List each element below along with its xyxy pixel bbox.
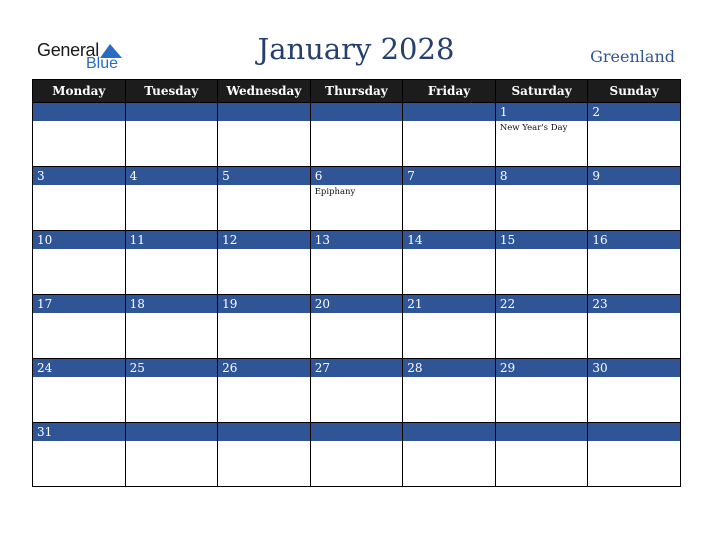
holiday-label xyxy=(403,121,495,123)
holiday-label xyxy=(218,313,310,315)
holiday-label xyxy=(33,313,125,315)
day-cell xyxy=(218,359,311,423)
day-cell xyxy=(33,359,126,423)
holiday-label xyxy=(218,121,310,123)
day-cell xyxy=(588,231,681,295)
day-cell xyxy=(125,423,218,487)
day-number xyxy=(218,423,310,441)
day-cell xyxy=(125,103,218,167)
day-cell xyxy=(588,423,681,487)
day-number xyxy=(33,103,125,121)
weekday-header-row xyxy=(33,80,681,103)
holiday-label xyxy=(588,377,680,379)
day-cell xyxy=(495,103,588,167)
day-cell xyxy=(588,167,681,231)
holiday-label xyxy=(126,249,218,251)
holiday-label xyxy=(588,441,680,443)
day-number: 3 xyxy=(33,167,125,185)
day-number: 25 xyxy=(126,359,218,377)
day-cell xyxy=(33,423,126,487)
holiday-label xyxy=(311,121,403,123)
day-cell xyxy=(218,423,311,487)
holiday-label xyxy=(496,249,588,251)
day-cell xyxy=(403,295,496,359)
day-cell xyxy=(310,359,403,423)
day-cell xyxy=(403,423,496,487)
holiday-label: Epiphany xyxy=(314,187,356,197)
day-number xyxy=(403,103,495,121)
day-cell xyxy=(588,295,681,359)
day-number: 5 xyxy=(218,167,310,185)
day-number: 12 xyxy=(218,231,310,249)
holiday-label xyxy=(126,185,218,187)
day-number: 28 xyxy=(403,359,495,377)
holiday-label xyxy=(496,441,588,443)
day-cell xyxy=(33,103,126,167)
weekday-monday: Monday xyxy=(33,80,126,103)
holiday-label xyxy=(311,441,403,443)
day-cell xyxy=(310,231,403,295)
day-number: 6 xyxy=(311,167,403,185)
weekday-saturday: Saturday xyxy=(495,80,588,103)
week-row xyxy=(33,231,681,295)
day-number: 26 xyxy=(218,359,310,377)
logo-text-general: General xyxy=(37,40,99,60)
holiday-label xyxy=(496,377,588,379)
day-cell xyxy=(495,295,588,359)
holiday-label xyxy=(218,249,310,251)
day-cell xyxy=(495,423,588,487)
weekday-thursday: Thursday xyxy=(310,80,403,103)
day-number xyxy=(218,103,310,121)
holiday-label xyxy=(496,185,588,187)
day-number: 19 xyxy=(218,295,310,313)
holiday-label xyxy=(496,313,588,315)
day-cell xyxy=(125,295,218,359)
day-cell xyxy=(125,167,218,231)
day-number: 17 xyxy=(33,295,125,313)
day-number: 1 xyxy=(496,103,588,121)
day-number: 23 xyxy=(588,295,680,313)
day-cell xyxy=(403,167,496,231)
calendar-grid xyxy=(32,79,681,487)
day-cell xyxy=(125,231,218,295)
day-number xyxy=(126,423,218,441)
logo-text-blue: Blue xyxy=(86,55,119,72)
holiday-label xyxy=(218,441,310,443)
day-number: 13 xyxy=(311,231,403,249)
day-cell xyxy=(218,295,311,359)
day-cell xyxy=(310,167,403,231)
day-number xyxy=(126,103,218,121)
holiday-label xyxy=(311,377,403,379)
holiday-label xyxy=(126,441,218,443)
holiday-label xyxy=(33,185,125,187)
weekday-wednesday: Wednesday xyxy=(218,80,311,103)
day-cell xyxy=(33,295,126,359)
day-cell xyxy=(33,167,126,231)
day-number: 31 xyxy=(33,423,125,441)
day-number: 10 xyxy=(33,231,125,249)
day-number: 20 xyxy=(311,295,403,313)
day-cell xyxy=(403,359,496,423)
holiday-label xyxy=(588,185,680,187)
holiday-label xyxy=(403,249,495,251)
calendar-title: January 2028 xyxy=(257,32,455,66)
holiday-label xyxy=(33,249,125,251)
day-number: 11 xyxy=(126,231,218,249)
day-number: 22 xyxy=(496,295,588,313)
day-number: 24 xyxy=(33,359,125,377)
day-cell xyxy=(588,359,681,423)
day-number xyxy=(403,423,495,441)
week-row xyxy=(33,295,681,359)
day-cell xyxy=(495,231,588,295)
holiday-label xyxy=(126,377,218,379)
holiday-label xyxy=(126,313,218,315)
week-row xyxy=(33,167,681,231)
weekday-sunday: Sunday xyxy=(588,80,681,103)
week-row xyxy=(33,103,681,167)
holiday-label xyxy=(588,249,680,251)
weekday-friday: Friday xyxy=(403,80,496,103)
holiday-label xyxy=(33,441,125,443)
day-cell xyxy=(310,103,403,167)
day-cell xyxy=(218,103,311,167)
holiday-label xyxy=(33,377,125,379)
holiday-label xyxy=(588,121,680,123)
day-cell xyxy=(125,359,218,423)
day-number: 7 xyxy=(403,167,495,185)
day-number: 8 xyxy=(496,167,588,185)
day-number xyxy=(496,423,588,441)
holiday-label: New Year's Day xyxy=(499,123,568,133)
day-cell xyxy=(33,231,126,295)
holiday-label xyxy=(311,313,403,315)
day-cell xyxy=(588,103,681,167)
day-cell xyxy=(218,231,311,295)
week-row xyxy=(33,359,681,423)
day-number xyxy=(588,423,680,441)
holiday-label xyxy=(311,249,403,251)
holiday-label xyxy=(403,313,495,315)
day-number: 2 xyxy=(588,103,680,121)
day-number xyxy=(311,103,403,121)
holiday-label xyxy=(403,185,495,187)
day-cell xyxy=(495,167,588,231)
day-cell xyxy=(310,423,403,487)
day-number: 15 xyxy=(496,231,588,249)
day-cell xyxy=(403,231,496,295)
day-number: 16 xyxy=(588,231,680,249)
holiday-label xyxy=(218,185,310,187)
day-number xyxy=(311,423,403,441)
day-cell xyxy=(218,167,311,231)
day-cell xyxy=(495,359,588,423)
holiday-label xyxy=(126,121,218,123)
holiday-label xyxy=(588,313,680,315)
day-number: 18 xyxy=(126,295,218,313)
day-cell xyxy=(310,295,403,359)
day-number: 14 xyxy=(403,231,495,249)
day-number: 4 xyxy=(126,167,218,185)
region-label: Greenland xyxy=(590,47,675,66)
day-number: 21 xyxy=(403,295,495,313)
holiday-label xyxy=(403,377,495,379)
holiday-label xyxy=(33,121,125,123)
week-row xyxy=(33,423,681,487)
holiday-label xyxy=(403,441,495,443)
day-number: 29 xyxy=(496,359,588,377)
day-number: 27 xyxy=(311,359,403,377)
day-number: 30 xyxy=(588,359,680,377)
holiday-label xyxy=(218,377,310,379)
day-number: 9 xyxy=(588,167,680,185)
weekday-tuesday: Tuesday xyxy=(125,80,218,103)
day-cell xyxy=(403,103,496,167)
